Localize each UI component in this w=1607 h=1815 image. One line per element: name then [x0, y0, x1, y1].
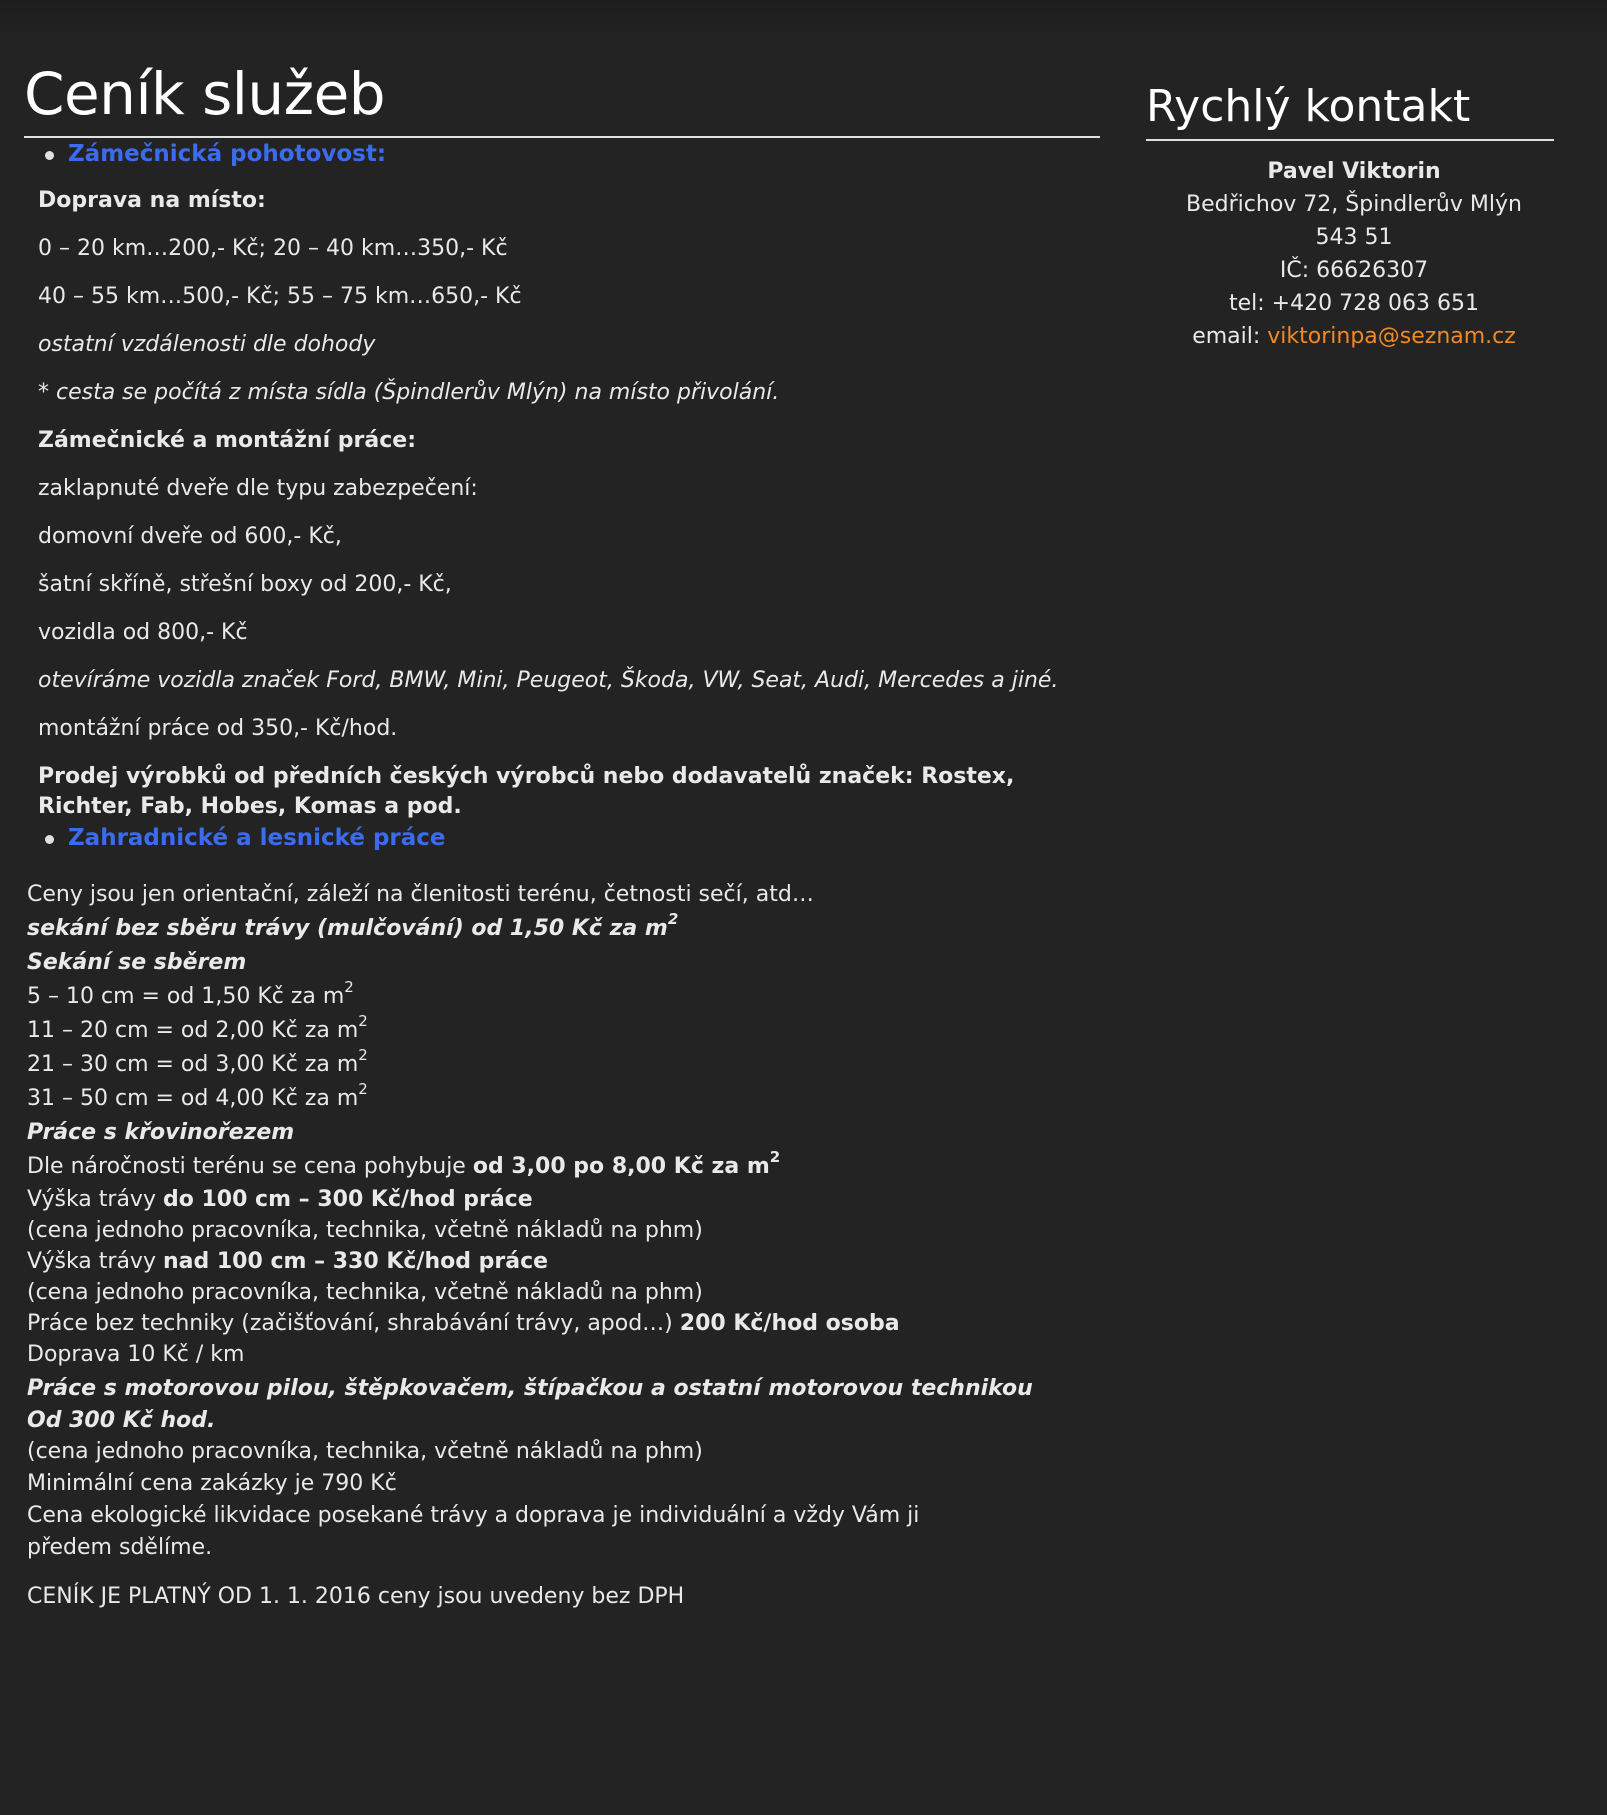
- contact-phone: tel: +420 728 063 651: [1228, 290, 1480, 316]
- disposal-note: Cena ekologické likvidace posekané trávy a doprava je individuální a vždy Vám ji předem sdělíme.: [27, 1502, 920, 1560]
- worker-note: (cena jednoho pracovníka, technika, včetně nákladů na phm): [27, 1279, 703, 1305]
- works-house-doors: domovní dveře od 600,- Kč,: [38, 523, 342, 549]
- works-title: Zámečnické a montážní práce:: [38, 427, 416, 453]
- contact-card: [1146, 155, 1554, 353]
- contact-email-row: [1154, 320, 1554, 353]
- contact-ico: IČ: 66626307: [1279, 257, 1429, 283]
- works-intro: zaklapnuté dveře dle typu zabezpečení:: [38, 475, 478, 501]
- saw-price: Od 300 Kč hod.: [27, 1407, 216, 1433]
- height-over-100: Výška trávy nad 100 cm – 330 Kč/hod práce: [27, 1248, 549, 1274]
- bullet-icon: [45, 835, 54, 844]
- section-heading-gardening[interactable]: [38, 822, 1100, 855]
- transport-line-1: 0 – 20 km…200,- Kč; 20 – 40 km…350,- Kč: [38, 235, 508, 261]
- email-link[interactable]: viktorinpa@seznam.cz: [1267, 323, 1516, 349]
- transport-price: Doprava 10 Kč / km: [27, 1341, 245, 1367]
- collect-row: 21 – 30 cm = od 3,00 Kč za $m^2$: [27, 1046, 368, 1077]
- brush-title: Práce s křovinořezem: [27, 1119, 295, 1145]
- section-heading-locksmith[interactable]: [38, 138, 1100, 171]
- brush-price: Dle náročnosti terénu se cena pohybuje od 3,00 po 8,00 Kč za $m^2$: [27, 1148, 781, 1179]
- manual-work-price: Práce bez techniky (začišťování, shrabávání trávy, apod…) 200 Kč/hod osoba: [27, 1310, 900, 1336]
- transport-note-1: ostatní vzdálenosti dle dohody: [38, 331, 376, 357]
- contact-name: Pavel Viktorin: [1267, 158, 1441, 184]
- works-lockers: šatní skříně, střešní boxy od 200,- Kč,: [38, 571, 452, 597]
- main-content: [24, 60, 1100, 1614]
- gardening-intro: Ceny jsou jen orientační, záleží na členitosti terénu, četnosti sečí, atd…: [27, 881, 814, 907]
- gardening-details: [24, 878, 1100, 1614]
- collect-row: 5 – 10 cm = od 1,50 Kč za $m^2$: [27, 978, 354, 1009]
- sidebar: [1146, 82, 1554, 353]
- collect-title: Sekání se sběrem: [27, 949, 247, 975]
- worker-note: (cena jednoho pracovníka, technika, včetně nákladů na phm): [27, 1217, 703, 1243]
- sidebar-title: Rychlý kontakt: [1146, 82, 1554, 141]
- contact-address: Bedřichov 72, Špindlerův Mlýn: [1186, 191, 1522, 217]
- sales-text: Prodej výrobků od předních českých výrobců nebo dodavatelů značek: Rostex, Richter, Fab, Hobes, Komas a pod.: [38, 763, 1015, 819]
- validity-note: CENÍK JE PLATNÝ OD 1. 1. 2016 ceny jsou uvedeny bez DPH: [27, 1583, 685, 1609]
- works-brands: otevíráme vozidla značek Ford, BMW, Mini, Peugeot, Škoda, VW, Seat, Audi, Mercedes a jiné.: [38, 667, 1059, 693]
- price-list: [24, 138, 1100, 855]
- section-locksmith: [38, 138, 1100, 822]
- works-vehicles: vozidla od 800,- Kč: [38, 619, 248, 645]
- section-gardening: [38, 822, 1100, 855]
- page-title: Ceník služeb: [24, 60, 1100, 138]
- email-label: email:: [1192, 323, 1268, 349]
- contact-zip: 543 51: [1315, 224, 1393, 250]
- section-heading-label: Zahradnické a lesnické práce: [68, 824, 446, 851]
- bullet-icon: [45, 151, 54, 160]
- mulching-price: sekání bez sběru trávy (mulčování) od 1,50 Kč za $m^2$: [27, 910, 679, 941]
- worker-note: (cena jednoho pracovníka, technika, včetně nákladů na phm): [27, 1438, 703, 1464]
- transport-title: Doprava na místo:: [38, 187, 266, 213]
- collect-row: 31 – 50 cm = od 4,00 Kč za $m^2$: [27, 1080, 368, 1111]
- transport-line-2: 40 – 55 km…500,- Kč; 55 – 75 km…650,- Kč: [38, 283, 522, 309]
- minimum-price: Minimální cena zakázky je 790 Kč: [27, 1470, 397, 1496]
- collect-row: 11 – 20 cm = od 2,00 Kč za $m^2$: [27, 1012, 368, 1043]
- saw-title: Práce s motorovou pilou, štěpkovačem, štípačkou a ostatní motorovou technikou: [27, 1375, 1033, 1401]
- transport-note-2: * cesta se počítá z místa sídla (Špindlerův Mlýn) na místo přivolání.: [38, 379, 780, 405]
- height-under-100: Výška trávy do 100 cm – 300 Kč/hod práce: [27, 1186, 533, 1212]
- section-heading-label: Zámečnická pohotovost:: [68, 140, 387, 167]
- works-assembly: montážní práce od 350,- Kč/hod.: [38, 715, 398, 741]
